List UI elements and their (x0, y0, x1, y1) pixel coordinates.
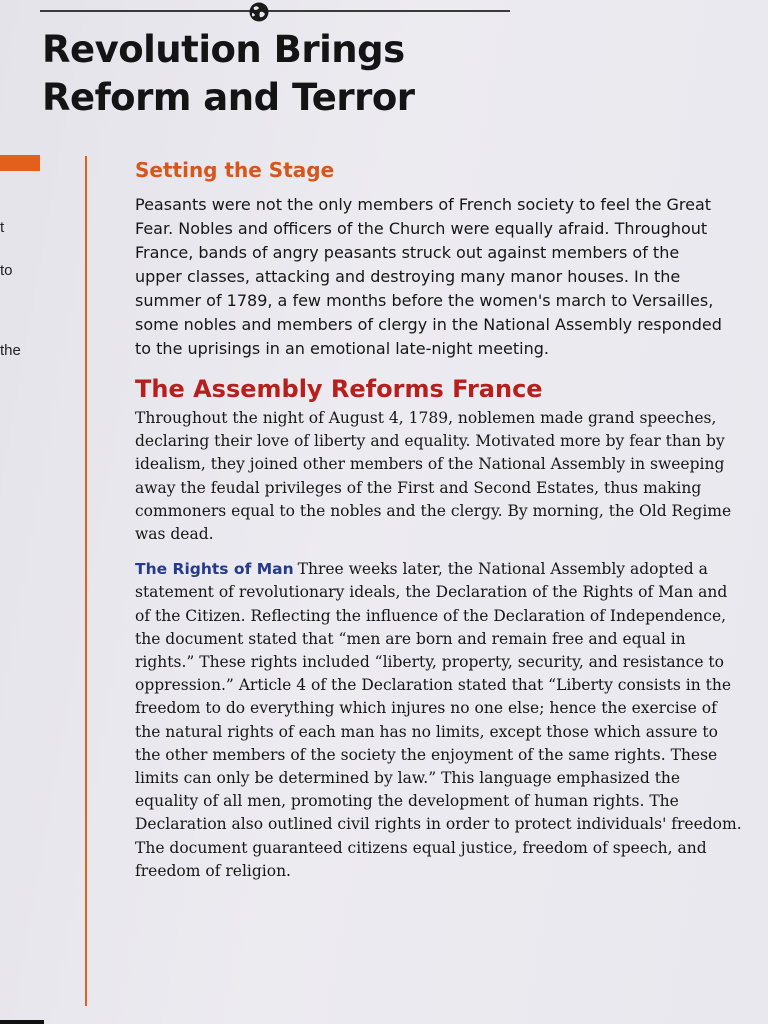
margin-fragment: t (0, 219, 5, 236)
rights-of-man-text: Three weeks later, the National Assembly adopted a statement of revolutionary ideals, the Declaration of the Rights of Man and of the Citizen. Reflecting the influence of the Declaration of Independence, the document stated that “men are born and remain free and equal in rights.” These rights included “liberty, property, security, and resistance to oppression.” Article 4 of the Declaration stated that “Liberty consists in the freedom to do everything which injures no one else; hence the exercise of the natural rights of each man has no limits, except those which assure to the other members of the society the enjoyment of the same rights. These limits can only be determined by law.” This language emphasized the equality of all men, promoting the development of human rights. The Declaration also outlined civil rights in order to protect individuals' freedom. The document guaranteed citizens equal justice, freedom of speech, and freedom of religion. (135, 560, 742, 880)
setting-the-stage-text: Peasants were not the only members of French society to feel the Great Fear. Nobles and officers of the Church were equally afraid. Throughout France, bands of angry peasants struck out against members of the upper classes, attacking and destroying many manor houses. In the summer of 1789, a few months before the women's march to Versailles, some nobles and members of clergy in the National Assembly responded to the uprisings in an emotional late-night meeting. (135, 195, 722, 358)
assembly-reforms-paragraph: Throughout the night of August 4, 1789, noblemen made grand speeches, declaring their love of liberty and equality. Motivated more by fear than by idealism, they joined other members of the National Assembly in sweeping away the feudal privileges of the First and Second Estates, thus making commoners equal to the nobles and the clergy. By morning, the Old Regime was dead. (135, 409, 732, 544)
margin-fragment: to (0, 262, 13, 279)
top-divider (40, 10, 510, 12)
assembly-reforms-heading: The Assembly Reforms France (135, 375, 543, 403)
globe-icon (246, 1, 272, 23)
main-column (135, 156, 750, 883)
title-line-2: Reform and Terror (42, 76, 415, 119)
setting-the-stage-heading: Setting the Stage (135, 158, 335, 182)
bottom-edge-mark (0, 1020, 44, 1024)
margin-fragment: the (0, 342, 21, 359)
rights-of-man-heading: The Rights of Man (135, 560, 294, 579)
title-line-1: Revolution Brings (42, 28, 405, 71)
rights-of-man-paragraph (135, 558, 745, 883)
page-title (42, 26, 415, 122)
section-marker (0, 155, 40, 171)
column-rule (85, 156, 87, 1006)
